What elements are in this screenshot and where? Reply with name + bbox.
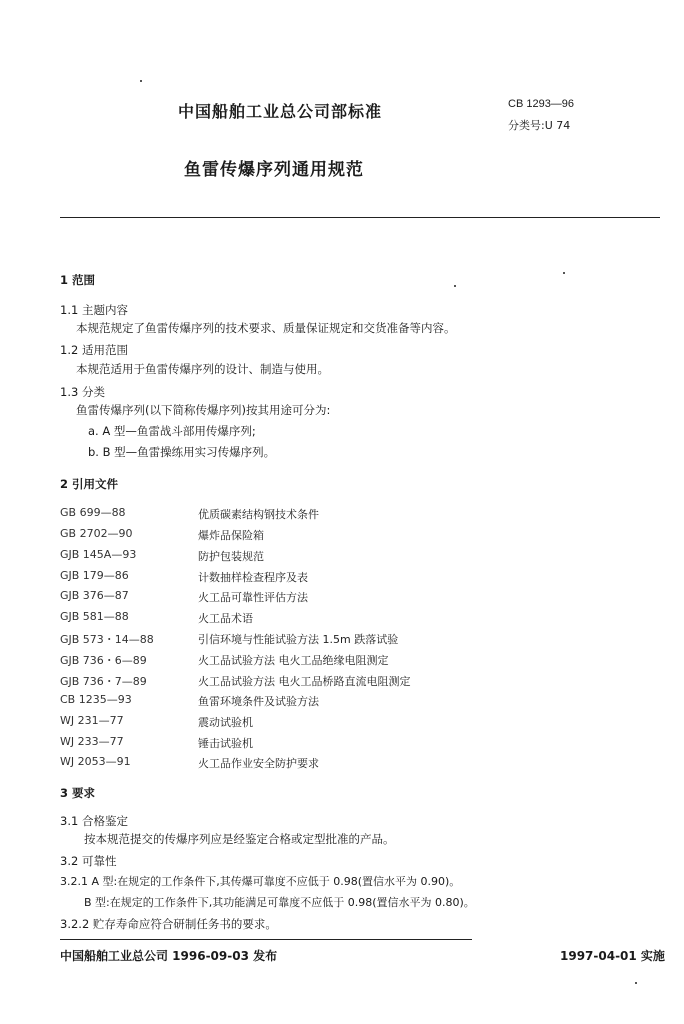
ref-title: 爆炸品保险箱 — [198, 529, 264, 542]
ref-code: WJ 233—77 — [60, 735, 124, 748]
ref-title: 锤击试验机 — [198, 737, 253, 750]
section-3-2-2-text: 3.2.2 贮存寿命应符合研制任务书的要求。 — [60, 917, 277, 931]
section-1-3-item-b: b. B 型—鱼雷操练用实习传爆序列。 — [88, 445, 276, 459]
ref-code: GJB 573・14—88 — [60, 633, 154, 646]
ref-code: GJB 736・6—89 — [60, 654, 147, 667]
ref-title: 火工品作业安全防护要求 — [198, 757, 319, 770]
footer-rule — [60, 939, 472, 940]
ref-code: GB 2702—90 — [60, 527, 133, 540]
section-1-1-heading: 1.1 主题内容 — [60, 303, 128, 317]
ref-title: 火工品术语 — [198, 612, 253, 625]
class-number: 分类号:U 74 — [508, 119, 571, 132]
ref-title: 火工品可靠性评估方法 — [198, 591, 308, 604]
ref-title: 火工品试验方法 电火工品桥路直流电阻测定 — [198, 675, 411, 688]
footer-issuer: 中国船舶工业总公司 1996-09-03 发布 — [60, 949, 278, 963]
ref-title: 震动试验机 — [198, 716, 253, 729]
ref-title: 计数抽样检查程序及表 — [198, 571, 308, 584]
section-1-3-item-a: a. A 型—鱼雷战斗部用传爆序列; — [88, 424, 256, 438]
ref-title: 防护包装规范 — [198, 550, 264, 563]
section-3-1-heading: 3.1 合格鉴定 — [60, 814, 128, 828]
ref-title: 火工品试验方法 电火工品绝缘电阻测定 — [198, 654, 389, 667]
section-3-2-heading: 3.2 可靠性 — [60, 854, 117, 868]
scan-speck — [563, 272, 565, 274]
section-2-heading: 2 引用文件 — [60, 477, 119, 491]
ref-code: GJB 145A—93 — [60, 548, 137, 561]
ref-title: 鱼雷环境条件及试验方法 — [198, 695, 319, 708]
header-rule — [60, 217, 660, 218]
ref-code: CB 1235—93 — [60, 693, 132, 706]
section-3-2-1-text: 3.2.1 A 型:在规定的工作条件下,其传爆可靠度不应低于 0.98(置信水平为 0.90)。 — [60, 875, 461, 888]
scan-speck — [454, 285, 456, 287]
ref-title: 引信环境与性能试验方法 1.5m 跌落试验 — [198, 633, 399, 646]
scan-speck — [140, 80, 142, 82]
section-1-2-heading: 1.2 适用范围 — [60, 343, 128, 357]
ref-code: GJB 736・7—89 — [60, 675, 147, 688]
section-1-3-heading: 1.3 分类 — [60, 385, 105, 399]
section-3-1-text: 按本规范提交的传爆序列应是经鉴定合格或定型批准的产品。 — [84, 832, 395, 846]
ref-code: GJB 581—88 — [60, 610, 129, 623]
standard-code: CB 1293—96 — [508, 98, 575, 110]
footer-effective: 1997-04-01 实施 — [560, 949, 665, 963]
section-3-2-1-b-text: B 型:在规定的工作条件下,其功能满足可靠度不应低于 0.98(置信水平为 0.80)。 — [84, 896, 475, 909]
scan-speck — [635, 982, 637, 984]
ref-code: WJ 2053—91 — [60, 755, 131, 768]
ref-code: WJ 231—77 — [60, 714, 124, 727]
standard-title: 中国船舶工业总公司部标准 — [178, 102, 383, 121]
section-1-1-text: 本规范规定了鱼雷传爆序列的技术要求、质量保证规定和交货准备等内容。 — [76, 321, 456, 335]
section-3-heading: 3 要求 — [60, 786, 96, 800]
section-1-3-text: 鱼雷传爆序列(以下简称传爆序列)按其用途可分为: — [76, 403, 331, 417]
ref-code: GJB 179—86 — [60, 569, 129, 582]
section-1-2-text: 本规范适用于鱼雷传爆序列的设计、制造与使用。 — [76, 362, 329, 376]
ref-code: GB 699—88 — [60, 506, 126, 519]
ref-title: 优质碳素结构钢技术条件 — [198, 508, 319, 521]
ref-code: GJB 376—87 — [60, 589, 129, 602]
document-title: 鱼雷传爆序列通用规范 — [184, 160, 364, 180]
section-1-heading: 1 范围 — [60, 273, 96, 287]
